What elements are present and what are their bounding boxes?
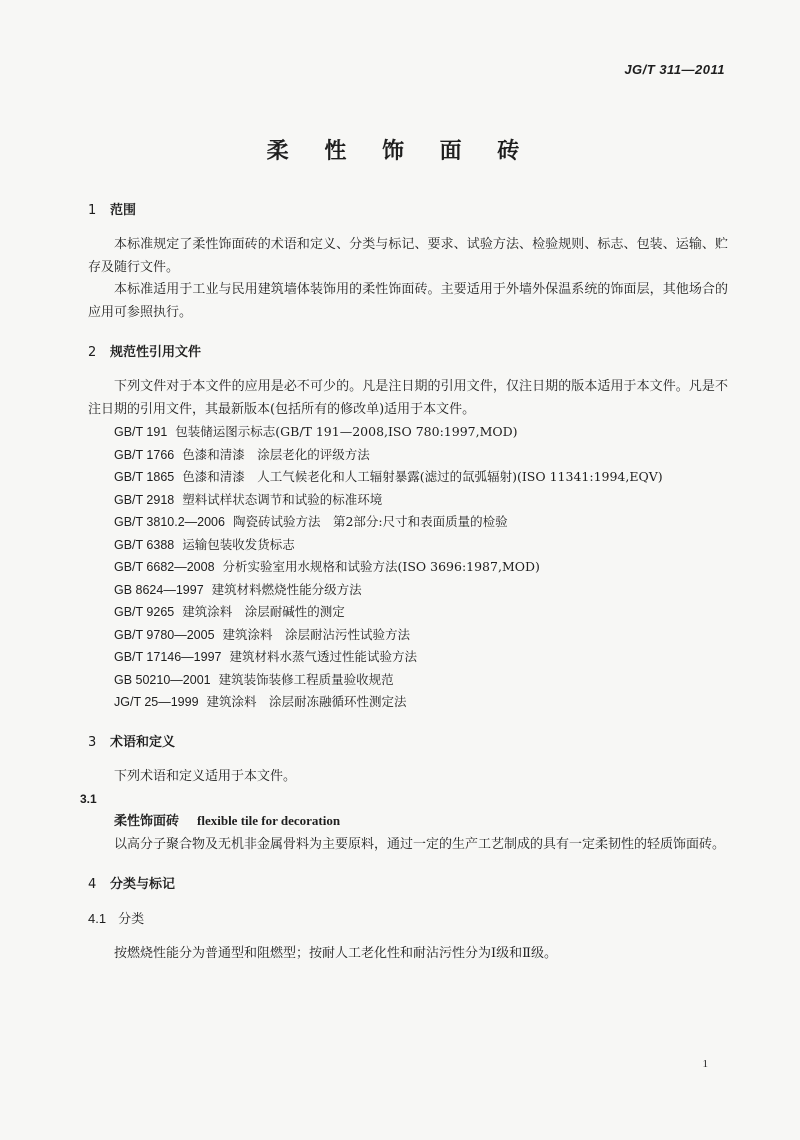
document-body (80, 200, 728, 966)
reference-name: 建筑材料燃烧性能分级方法 (211, 581, 362, 597)
reference-code: GB 50210—2001 (114, 672, 211, 687)
reference-name: 塑料试样状态调节和试验的标准环境 (182, 491, 383, 507)
reference-item (88, 691, 728, 714)
section-number: 4 (88, 877, 97, 892)
reference-name: 建筑装饰装修工程质量验收规范 (218, 671, 394, 687)
reference-list (88, 421, 728, 714)
section-number: 2 (88, 345, 97, 360)
reference-item (88, 466, 728, 489)
reference-code: GB/T 1865 (114, 470, 175, 484)
reference-name: 建筑涂料 涂层耐碱性的测定 (182, 604, 345, 619)
section-number: 1 (88, 203, 97, 218)
term-entry (88, 810, 728, 834)
reference-item (88, 489, 728, 512)
reference-item (88, 511, 728, 534)
section-2-heading (88, 342, 728, 364)
reference-name: 建筑涂料 涂层耐沾污性试验方法 (222, 626, 411, 642)
section-number: 3 (88, 734, 97, 750)
reference-item (88, 669, 728, 692)
reference-name: 陶瓷砖试验方法 第2部分:尺寸和表面质量的检验 (232, 514, 508, 529)
section-3-heading (88, 732, 728, 754)
reference-item (88, 601, 728, 624)
reference-name: 运输包装收发货标志 (182, 536, 295, 552)
section-title: 分类与标记 (110, 877, 176, 892)
subsection-title: 分类 (118, 912, 145, 927)
reference-name: 色漆和清漆 涂层老化的评级方法 (182, 446, 370, 462)
reference-name: 包装储运图示标志(GB/T 191—2008,ISO 780:1997,MOD) (175, 424, 518, 439)
reference-item (88, 646, 728, 669)
scope-paragraph-2: 本标准适用于工业与民用建筑墙体装饰用的柔性饰面砖。主要适用于外墙外保温系统的饰面层，其他场合的应用可参照执行。 (88, 282, 728, 320)
reference-code: GB 8624—1997 (114, 582, 204, 597)
reference-code: GB/T 9780—2005 (114, 627, 215, 642)
subsection-4-1-heading (88, 908, 728, 931)
reference-item (88, 444, 728, 467)
normative-refs-intro: 下列文件对于本文件的应用是必不可少的。凡是注日期的引用文件，仅注日期的版本适用于本文件。凡是不注日期的引用文件，其最新版本(包括所有的修改单)适用于本文件。 (88, 379, 728, 417)
reference-code: GB/T 2918 (114, 492, 175, 507)
section-title: 术语和定义 (110, 734, 176, 750)
reference-code: GB/T 3810.2—2006 (114, 515, 225, 529)
reference-item (88, 534, 728, 557)
term-definition: 以高分子聚合物及无机非金属骨料为主要原料，通过一定的生产工艺制成的具有一定柔韧性的轻质饰面砖。 (114, 836, 726, 852)
document-title: 柔 性 饰 面 砖 (266, 139, 534, 164)
reference-code: GB/T 6388 (114, 537, 175, 552)
reference-item (88, 421, 728, 444)
section-title: 范围 (110, 203, 137, 218)
term-english: flexible tile for decoration (197, 813, 341, 828)
page-number: 1 (702, 1058, 708, 1070)
reference-name: 建筑材料水蒸气透过性能试验方法 (229, 649, 417, 664)
subsection-number: 4.1 (88, 911, 107, 926)
reference-code: GB/T 1766 (114, 447, 175, 462)
classification-text: 按燃烧性能分为普通型和阻燃型；按耐人工老化性和耐沾污性分为Ⅰ级和Ⅱ级。 (114, 946, 557, 961)
term-number: 3.1 (80, 792, 97, 806)
section-4-heading (88, 874, 728, 896)
reference-code: GB/T 9265 (114, 605, 175, 619)
reference-item (88, 556, 728, 579)
reference-name: 色漆和清漆 人工气候老化和人工辐射暴露(滤过的氙弧辐射)(ISO 11341:1994,EQV) (182, 469, 663, 484)
scope-paragraph-1: 本标准规定了柔性饰面砖的术语和定义、分类与标记、要求、试验方法、检验规则、标志、包装、运输、贮存及随行文件。 (88, 237, 728, 275)
reference-item (88, 579, 728, 602)
reference-code: GB/T 6682—2008 (114, 560, 215, 574)
standard-code: JG/T 311—2011 (624, 62, 725, 77)
reference-name: 分析实验室用水规格和试验方法(ISO 3696:1987,MOD) (222, 559, 540, 574)
reference-code: GB/T 191 (114, 425, 168, 439)
reference-code: JG/T 25—1999 (114, 695, 199, 709)
section-1-heading (88, 200, 728, 222)
reference-item (88, 624, 728, 647)
term-chinese: 柔性饰面砖 (114, 814, 180, 829)
reference-code: GB/T 17146—1997 (114, 650, 222, 664)
section-title: 规范性引用文件 (110, 345, 202, 360)
terms-intro: 下列术语和定义适用于本文件。 (114, 768, 297, 784)
reference-name: 建筑涂料 涂层耐冻融循环性测定法 (206, 694, 407, 709)
